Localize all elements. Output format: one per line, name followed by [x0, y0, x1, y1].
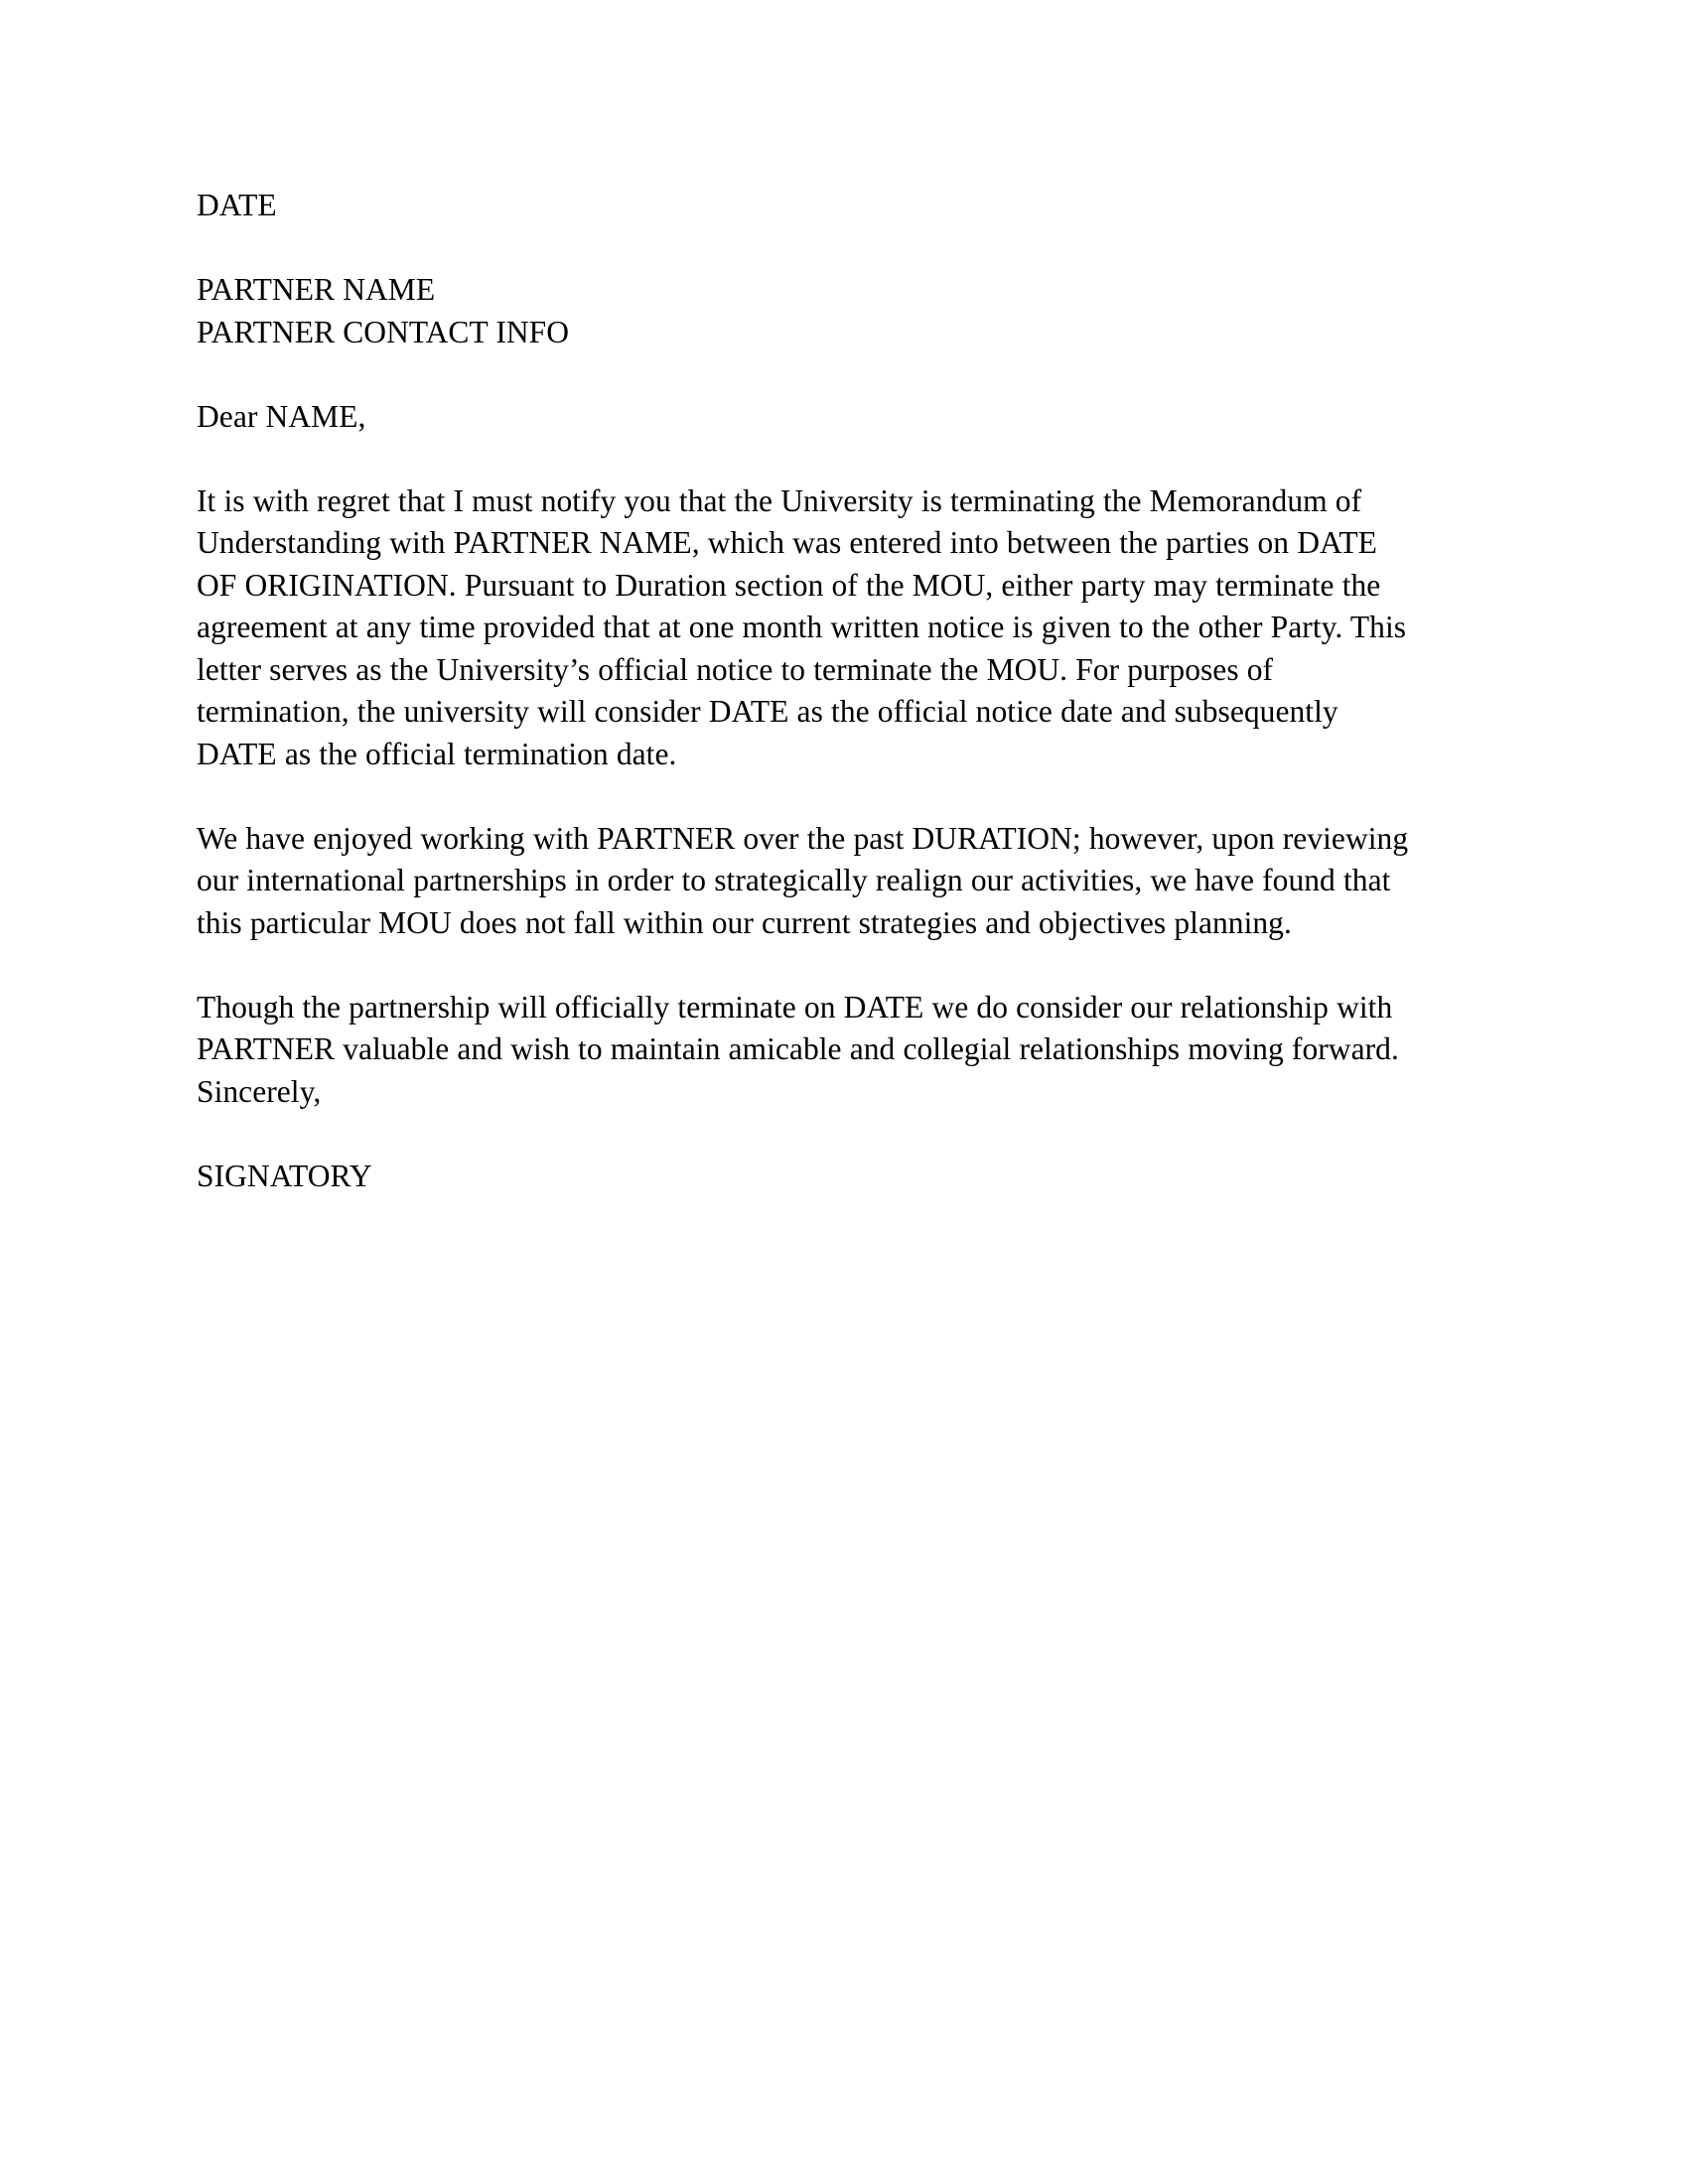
paragraph-2-line-1: We have enjoyed working with PARTNER over the past DURATION; however, upon reviewing: [197, 820, 1409, 856]
paragraph-1-line-3: OF ORIGINATION. Pursuant to Duration section of the MOU, either party may terminate the: [197, 567, 1381, 603]
salutation: [197, 396, 1477, 439]
paragraph-3: [197, 987, 1477, 1114]
recipient-address-block: [197, 269, 1477, 353]
date-line: [197, 185, 1477, 227]
paragraph-1-line-5: letter serves as the University’s official notice to terminate the MOU. For purposes of: [197, 651, 1274, 687]
paragraph-1-line-6: termination, the university will consider DATE as the official notice date and subsequently: [197, 694, 1338, 729]
paragraph-1-line-7: DATE as the official termination date.: [197, 736, 677, 771]
paragraph-1-line-4: agreement at any time provided that at one month written notice is given to the other Party. This: [197, 610, 1407, 644]
paragraph-1-line-2: Understanding with PARTNER NAME, which was entered into between the parties on DATE: [197, 525, 1377, 560]
paragraph-1: [197, 480, 1477, 776]
paragraph-2-line-2: our international partnerships in order to strategically realign our activities, we have found that: [197, 863, 1391, 897]
paragraph-2-line-3: this particular MOU does not fall within our current strategies and objectives planning.: [197, 904, 1292, 940]
recipient-name-line: PARTNER NAME: [197, 272, 436, 307]
date-line-text: DATE: [197, 188, 277, 222]
signature-block: [197, 1156, 1477, 1198]
salutation-text: Dear NAME,: [197, 398, 366, 434]
paragraph-3-line-1: Though the partnership will officially terminate on DATE we do consider our relationship with: [197, 989, 1393, 1024]
closing-salutation: Sincerely,: [197, 1073, 322, 1109]
letter-body: [197, 185, 1477, 1197]
paragraph-3-line-2: PARTNER valuable and wish to maintain amicable and collegial relationships moving forward.: [197, 1031, 1399, 1066]
signatory-name: SIGNATORY: [197, 1158, 372, 1193]
paragraph-2: [197, 818, 1477, 945]
paragraph-1-line-1: It is with regret that I must notify you that the University is terminating the Memorandum of: [197, 482, 1362, 518]
recipient-contact-line: PARTNER CONTACT INFO: [197, 314, 570, 349]
